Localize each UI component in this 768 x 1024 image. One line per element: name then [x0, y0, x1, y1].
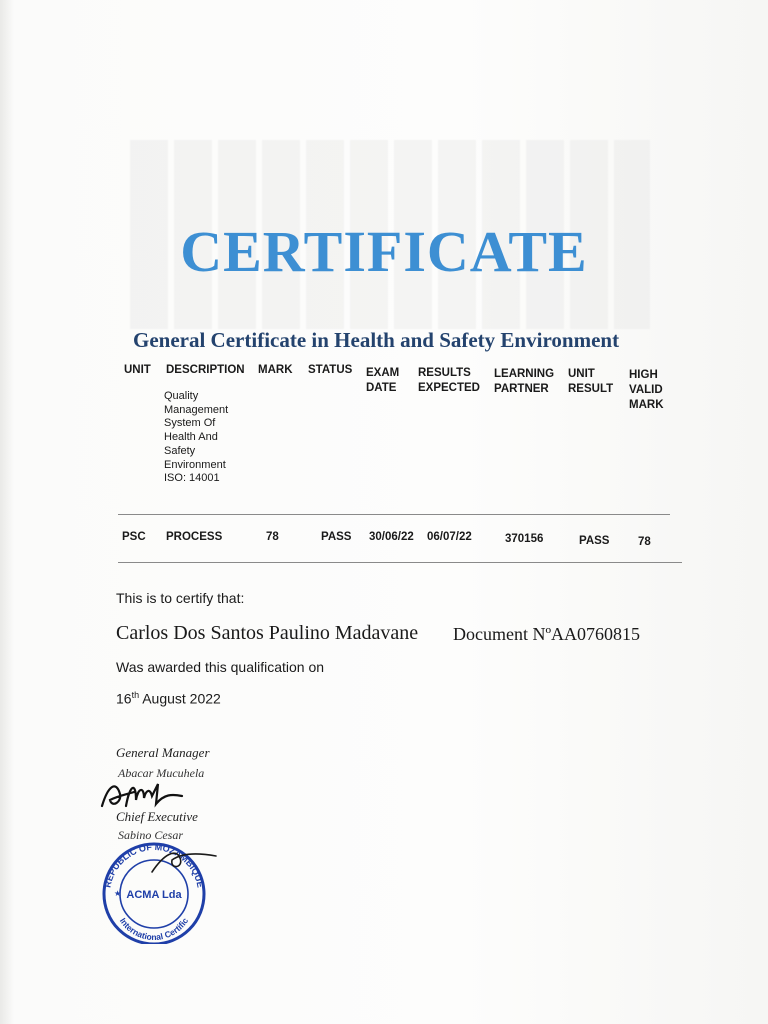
header-results-expected: RESULTS EXPECTED	[418, 367, 480, 394]
row-results-expected: 06/07/22	[427, 531, 472, 543]
certificate-title: CERTIFICATE	[180, 219, 588, 284]
header-high-valid-mark: HIGH VALID MARK	[629, 369, 664, 411]
row-status: PASS	[321, 531, 352, 543]
header-description: DESCRIPTION	[166, 364, 245, 376]
stamp-overlay-signature	[150, 842, 220, 882]
header-mark: MARK	[258, 364, 293, 376]
certify-intro: This is to certify that:	[116, 590, 245, 606]
chief-executive-title: Chief Executive	[116, 809, 198, 824]
certificate-subtitle: General Certificate in Health and Safety Environment	[133, 328, 620, 352]
row-mark: 78	[266, 531, 279, 543]
row-unit: PSC	[122, 531, 146, 543]
general-manager-name: Abacar Mucuhela	[118, 766, 205, 780]
stamp-center-text: ACMA Lda	[126, 889, 182, 901]
chief-executive-name: Sabino Cesar	[118, 828, 184, 842]
row-description: PROCESS	[166, 531, 223, 543]
award-date: 16th August 2022	[116, 690, 221, 707]
recipient-name: Carlos Dos Santos Paulino Madavane	[116, 622, 419, 644]
stamp-bottom-text: International Certific	[117, 915, 191, 943]
table-top-rule	[118, 514, 670, 515]
document-number: Document NºAA0760815	[453, 624, 641, 644]
unit-description-detail: Quality Management System Of Health And Safety Environment ISO: 14001	[164, 390, 229, 485]
row-learning-partner: 370156	[505, 533, 544, 545]
row-high-valid-mark: 78	[638, 536, 651, 548]
row-exam-date: 30/06/22	[369, 531, 414, 543]
header-unit: UNIT	[124, 364, 151, 376]
header-learning-partner: LEARNING PARTNER	[494, 368, 555, 395]
awarded-text: Was awarded this qualification on	[116, 659, 325, 675]
stamp-star-icon: ★	[114, 889, 122, 898]
header-status: STATUS	[308, 364, 353, 376]
stamp-ring-text: REPUBLIC OF MOZAMBIQUE	[102, 841, 206, 889]
header-exam-date: EXAM DATE	[366, 367, 400, 394]
header-unit-result: UNIT RESULT	[568, 368, 614, 395]
table-bottom-rule	[118, 562, 682, 563]
row-unit-result: PASS	[579, 535, 610, 547]
general-manager-title: General Manager	[116, 745, 210, 760]
